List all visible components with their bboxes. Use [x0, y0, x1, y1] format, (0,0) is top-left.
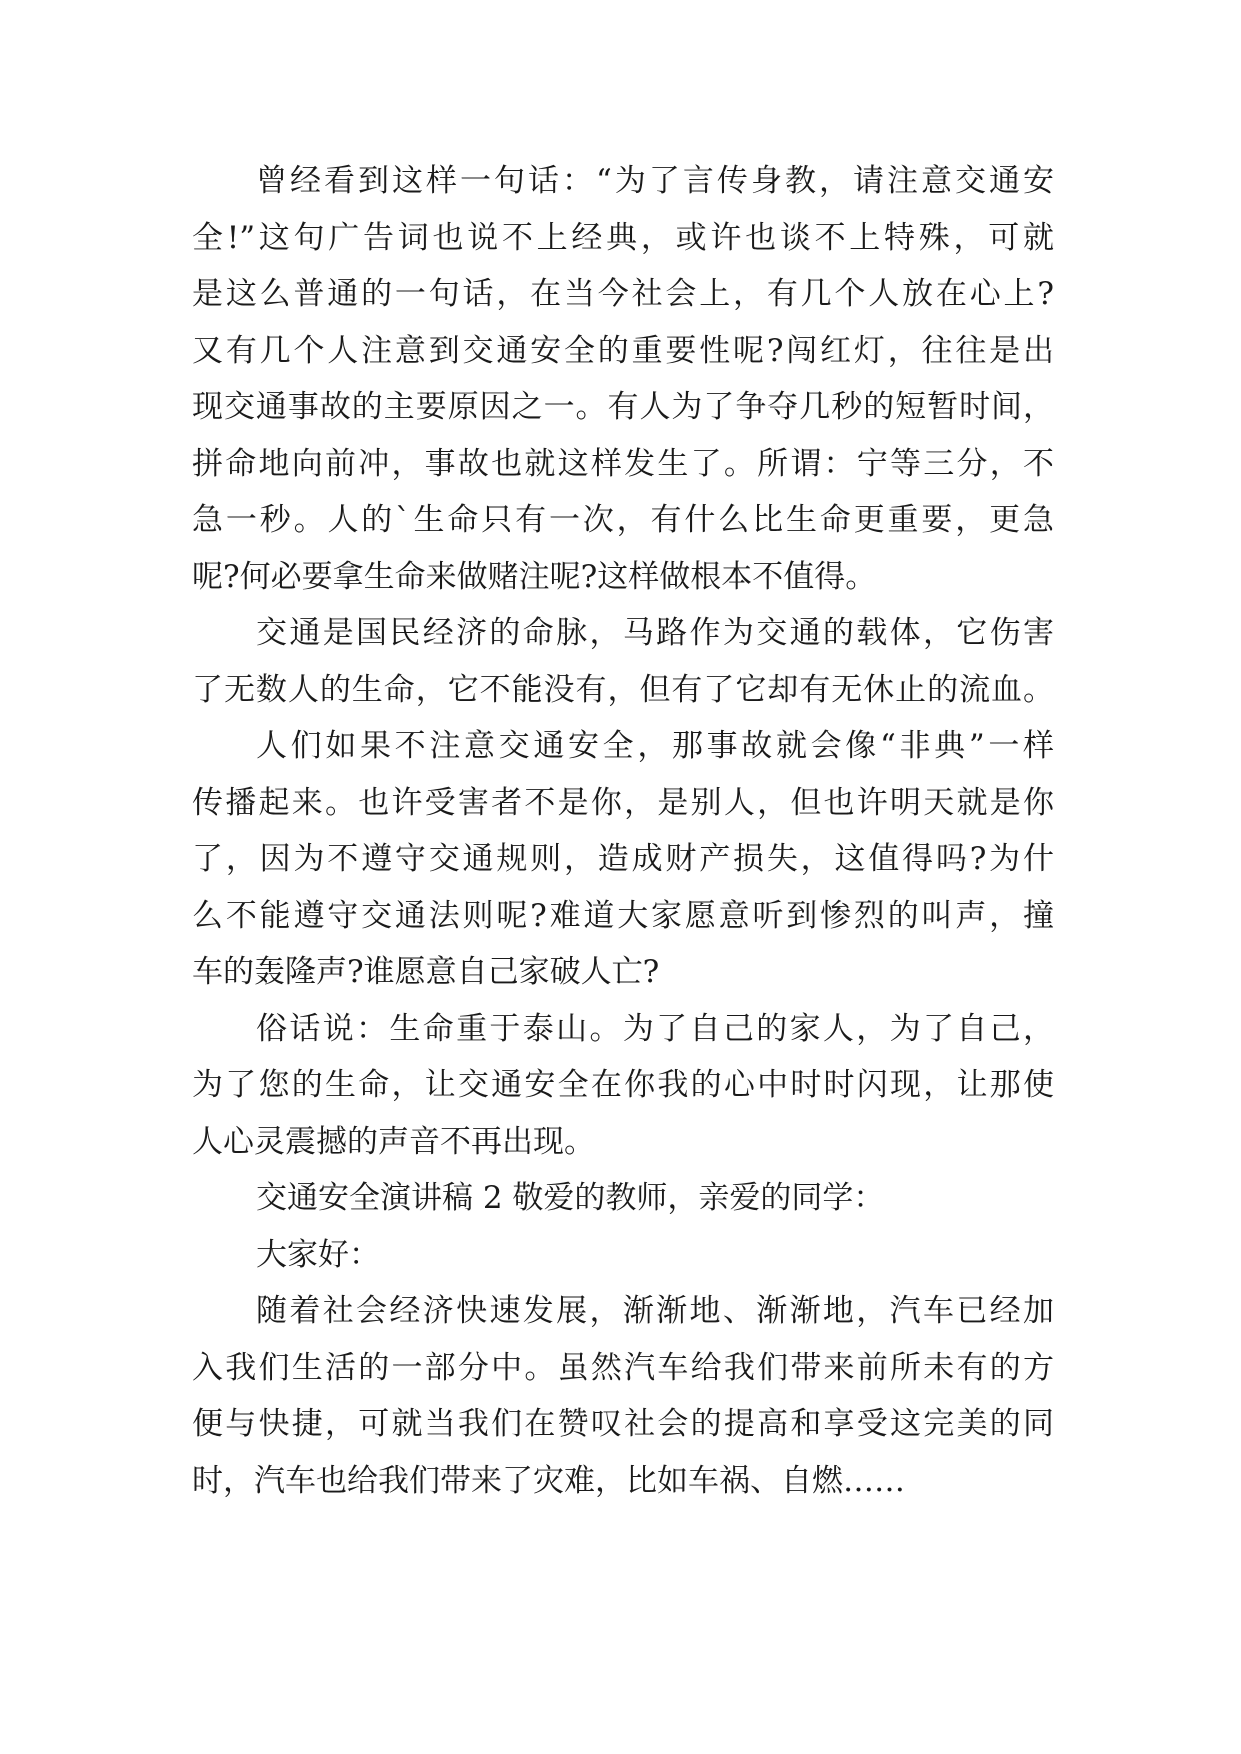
text-line: 随着社会经济快速发展，渐渐地、渐渐地，汽车已经加 — [256, 1293, 1054, 1329]
text-line: 拼命地向前冲，事故也就这样发生了。所谓：宁等三分，不 — [192, 445, 1054, 482]
text-line: 交通是国民经济的命脉，马路作为交通的载体，它伤害 — [256, 615, 1054, 651]
paragraph-5-heading — [192, 1170, 1054, 1227]
text-line: 急一秒。人的`生命只有一次，有什么比生命更重要，更急 — [192, 502, 1054, 538]
text-line: 人们如果不注意交通安全，那事故就会像“非典”一样 — [256, 728, 1054, 764]
paragraph-7 — [192, 1283, 1054, 1509]
text-line: 又有几个人注意到交通安全的重要性呢?闯红灯，往往是出 — [192, 332, 1054, 369]
document-body — [192, 153, 1054, 1509]
text-line: 了无数人的生命，它不能没有，但有了它却有无休止的流血。 — [192, 671, 1054, 708]
paragraph-4 — [192, 1001, 1054, 1171]
text-line: 现交通事故的主要原因之一。有人为了争夺几秒的短暂时间， — [192, 389, 1054, 425]
text-line: 车的轰隆声?谁愿意自己家破人亡? — [192, 954, 660, 990]
text-line: 是这么普通的一句话，在当今社会上，有几个人放在心上? — [192, 276, 1054, 312]
text-line: 俗话说：生命重于泰山。为了自己的家人，为了自己， — [256, 1010, 1054, 1047]
text-line: 曾经看到这样一句话：“为了言传身教，请注意交通安 — [256, 163, 1054, 199]
text-line: 人心灵震撼的声音不再出现。 — [192, 1123, 595, 1160]
text-line: 入我们生活的一部分中。虽然汽车给我们带来前所未有的方 — [192, 1349, 1054, 1386]
text-line: 交通安全演讲稿 2 敬爱的教师，亲爱的同学： — [256, 1180, 885, 1216]
text-line: 全!”这句广告词也说不上经典，或许也谈不上特殊，可就 — [192, 219, 1054, 256]
text-line: 传播起来。也许受害者不是你，是别人，但也许明天就是你 — [192, 784, 1054, 821]
text-line: 呢?何必要拿生命来做赌注呢?这样做根本不值得。 — [192, 558, 877, 595]
paragraph-3 — [192, 718, 1054, 1001]
text-line: 么不能遵守交通法则呢?难道大家愿意听到惨烈的叫声，撞 — [192, 897, 1054, 934]
text-line: 时，汽车也给我们带来了灾难，比如车祸、自燃…… — [192, 1462, 905, 1499]
text-line: 了，因为不遵守交通规则，造成财产损失，这值得吗?为什 — [192, 841, 1054, 877]
paragraph-6-greeting — [192, 1227, 1054, 1284]
paragraph-1 — [192, 153, 1054, 605]
text-line: 大家好： — [256, 1236, 380, 1273]
text-line: 为了您的生命，让交通安全在你我的心中时时闪现，让那使 — [192, 1067, 1054, 1103]
text-line: 便与快捷，可就当我们在赞叹社会的提高和享受这完美的同 — [192, 1406, 1054, 1442]
paragraph-2 — [192, 605, 1054, 718]
